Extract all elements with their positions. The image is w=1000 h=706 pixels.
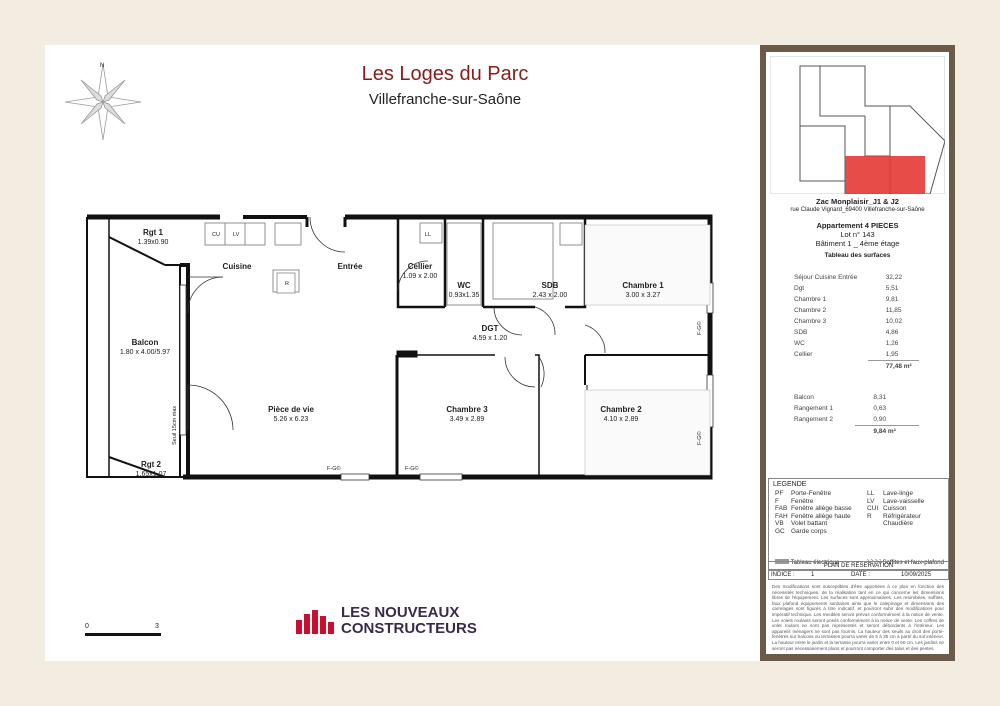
surface-row — [794, 305, 919, 316]
legend-item — [775, 490, 852, 498]
rgt1-name: Rgt 1 — [143, 228, 163, 237]
surface-row — [794, 349, 919, 361]
mark-fg-1: F-G© — [327, 466, 341, 472]
date-label: DATE : — [851, 572, 870, 578]
dgt-dims: 4.59 x 1.20 — [472, 335, 508, 342]
surface-row — [794, 294, 919, 305]
legend-code: F — [775, 497, 779, 505]
surface-row — [794, 338, 919, 349]
surface-row — [794, 272, 919, 283]
plan-sheet — [45, 45, 955, 661]
surface-row — [794, 316, 919, 327]
entree-name: Entrée — [337, 262, 363, 271]
rgt2-dims: 1.65x1.07 — [135, 471, 167, 478]
legend-soffites: Soffites et faux-plafond — [867, 559, 944, 566]
surface-total: 9,84 m² — [855, 426, 919, 438]
indice-value: 1 — [811, 572, 815, 578]
plan-reservation-box — [768, 561, 949, 580]
surface-label: Balcon — [794, 394, 814, 401]
surface-total-row — [794, 426, 919, 438]
legend-item — [775, 520, 852, 528]
surface-label: Dgt — [794, 285, 805, 292]
surface-value: 11,85 — [885, 307, 902, 314]
sdb-name: SDB — [541, 281, 559, 290]
mark-r: R — [285, 281, 289, 287]
info-panel — [760, 45, 955, 661]
surface-label: Chambre 2 — [794, 307, 827, 314]
legend-code: CUI — [867, 505, 879, 513]
legend-item — [867, 513, 924, 521]
surface-value: 1,95 — [885, 351, 899, 358]
legend-text: Chaudière — [883, 520, 913, 528]
surface-row — [794, 392, 919, 403]
page-title: Les Loges du Parc — [361, 63, 529, 85]
svg-text:N: N — [100, 63, 105, 69]
piece-name: Pièce de vie — [268, 405, 314, 414]
legend-text: Cuisson — [883, 505, 907, 513]
legend-item — [775, 513, 852, 521]
surface-value: 0,90 — [873, 416, 887, 423]
legend-item — [775, 498, 852, 506]
legend — [768, 478, 949, 570]
surface-row — [794, 283, 919, 294]
building-floor: Bâtiment 1 _ 4ème étage — [815, 239, 900, 248]
cuisine-name: Cuisine — [222, 262, 252, 271]
mark-fg-4: F-G© — [697, 431, 703, 445]
balcon-name: Balcon — [131, 338, 159, 347]
legend-text: Réfrigérateur — [883, 512, 921, 520]
page-subtitle: Villefranche-sur-Saône — [368, 91, 522, 108]
surface-value: 1,26 — [885, 340, 899, 347]
legend-item — [867, 520, 924, 528]
legend-right — [867, 490, 924, 528]
surface-total-row — [794, 361, 919, 373]
disclaimer: Des modifications sont susceptibles d'être apportées à ce plan en fonction des nécessités techniques, de la réalisation tant en ce qui concerne les dimensions libres de l'équipement. Les surfaces sont approximatives. Les retombées, soffites, faux plafond équipements sanitaires ainsi que le calepinage et dimensions des carrelages sont figurés à titre indicatif, et pourront subir des modifications pour impératif technique. Les meubles seront prévus conformément à la notice de vente. Les volets roulants seront posés conformément à la notice de vente. Les coffres de volet roulant ne sont pas représentés et seront débordants à l'intérieur. Les appareils ménagers ne sont pas fournis. La hauteur des seuils au droit des porte-fenêtres sur balcons ou terrasses pourra varier de 5 à 35 cm à partir du sol intérieur. La hauteur entre le jardin et la terrasse pourra varier entre 0 et 60 cm. Les jardins ne seront pas nécessairement plans et pourront comporter des talus et des pentes. — [772, 584, 944, 651]
legend-code: PF — [775, 490, 784, 497]
rgt1-dims: 1.39x0.90 — [137, 239, 169, 246]
chambre3-dims: 3.49 x 2.89 — [449, 416, 485, 423]
legend-code: FAH — [775, 512, 788, 520]
surface-label: Séjour Cuisine Entrée — [794, 274, 858, 281]
brand-logo — [295, 605, 477, 637]
legend-left — [775, 490, 852, 536]
mark-lv: LV — [233, 232, 240, 238]
wc-dims: 0.93x1.35 — [448, 292, 480, 299]
chambre2-name: Chambre 2 — [600, 405, 642, 414]
surface-label: Cellier — [794, 351, 813, 359]
mark-cu: CU — [212, 232, 220, 238]
legend-text: Fenêtre — [791, 497, 814, 505]
surface-label: SDB — [794, 329, 808, 336]
floor-plan — [45, 45, 745, 661]
legend-code: LL — [867, 490, 875, 497]
dgt-name: DGT — [481, 324, 499, 333]
surface-value: 8,31 — [873, 394, 887, 401]
logo-line-1: LES NOUVEAUX — [341, 604, 460, 621]
surface-value: 32,22 — [885, 274, 902, 281]
legend-code: FAB — [775, 505, 788, 513]
surface-row — [794, 327, 919, 338]
legend-tableau: Tableau électrique — [775, 559, 839, 566]
mark-fg-3: F-G© — [697, 321, 703, 335]
legend-text: Lave-linge — [883, 490, 913, 497]
surface-total: 77,48 m² — [868, 361, 919, 373]
date-value: 10/09/2025 — [901, 572, 932, 578]
logo-icon — [295, 606, 335, 636]
zac-address: rue Claude Vignard_69400 Villefranche-sur-Saône — [790, 207, 925, 213]
plan-label: PLAN DE RÉSERVATION — [769, 562, 948, 571]
sdb-dims: 2.43 x 2.00 — [532, 292, 568, 299]
legend-title: LEGENDE — [773, 481, 807, 488]
legend-item — [867, 490, 924, 498]
legend-code: LV — [867, 497, 875, 505]
legend-item — [775, 528, 852, 536]
legend-text: Lave-vaisselle — [883, 497, 925, 505]
legend-text: Volet battant — [791, 520, 828, 528]
legend-item — [867, 505, 924, 513]
cellier-name: Cellier — [407, 262, 433, 271]
scale-end: 3 — [155, 623, 159, 630]
legend-text: Porte-Fenêtre — [791, 490, 832, 497]
mark-seuil: Seuil 15cm max — [172, 405, 178, 445]
wc-name: WC — [457, 281, 471, 290]
mark-ll: LL — [425, 232, 432, 238]
lot-number: Lot n° 143 — [840, 230, 875, 239]
surface-label: Chambre 3 — [794, 318, 827, 325]
surface-row — [794, 414, 919, 426]
chambre2-dims: 4.10 x 2.89 — [603, 416, 639, 423]
surface-value: 4,86 — [885, 329, 899, 336]
mark-fg-2: F-G© — [405, 466, 419, 472]
surface-value: 0,63 — [873, 405, 887, 412]
cellier-dims: 1.09 x 2.00 — [402, 273, 438, 280]
surfaces-table — [794, 272, 919, 372]
legend-code: GC — [775, 527, 785, 535]
chambre1-name: Chambre 1 — [622, 281, 664, 290]
surface-value: 9,81 — [885, 296, 899, 303]
legend-code: R — [867, 512, 872, 520]
logo-line-2: CONSTRUCTEURS — [341, 620, 477, 637]
zac-name: Zac Monplaisir_J1 & J2 — [816, 197, 899, 206]
chambre3-name: Chambre 3 — [446, 405, 488, 414]
surface-row — [794, 403, 919, 414]
annexes-table — [794, 392, 919, 437]
chambre1-dims: 3.00 x 3.27 — [625, 292, 661, 299]
scale-bar — [85, 623, 165, 639]
surface-value: 5,51 — [885, 285, 899, 292]
surface-label: Rangement 2 — [794, 416, 834, 424]
rgt2-name: Rgt 2 — [141, 460, 161, 469]
legend-text: Fenêtre allège basse — [791, 505, 852, 513]
building-thumbnail — [770, 56, 945, 194]
surface-value: 10,02 — [885, 318, 902, 325]
legend-text: Fenêtre allège haute — [791, 512, 851, 520]
legend-item — [775, 505, 852, 513]
surface-label: Rangement 1 — [794, 405, 834, 412]
balcon-dims: 1.80 x 4.00/5.97 — [119, 349, 171, 356]
legend-item — [867, 498, 924, 506]
surface-label: WC — [794, 340, 805, 347]
apartment-type: Appartement 4 PIECES — [816, 221, 899, 230]
surfaces-title: Tableau des surfaces — [824, 252, 891, 259]
piece-dims: 5.26 x 6.23 — [273, 416, 309, 423]
legend-code: VB — [775, 520, 784, 528]
surface-label: Chambre 1 — [794, 296, 827, 303]
indice-label: INDICE : — [771, 572, 795, 578]
legend-text: Garde corps — [791, 527, 827, 535]
scale-start: 0 — [85, 623, 89, 630]
